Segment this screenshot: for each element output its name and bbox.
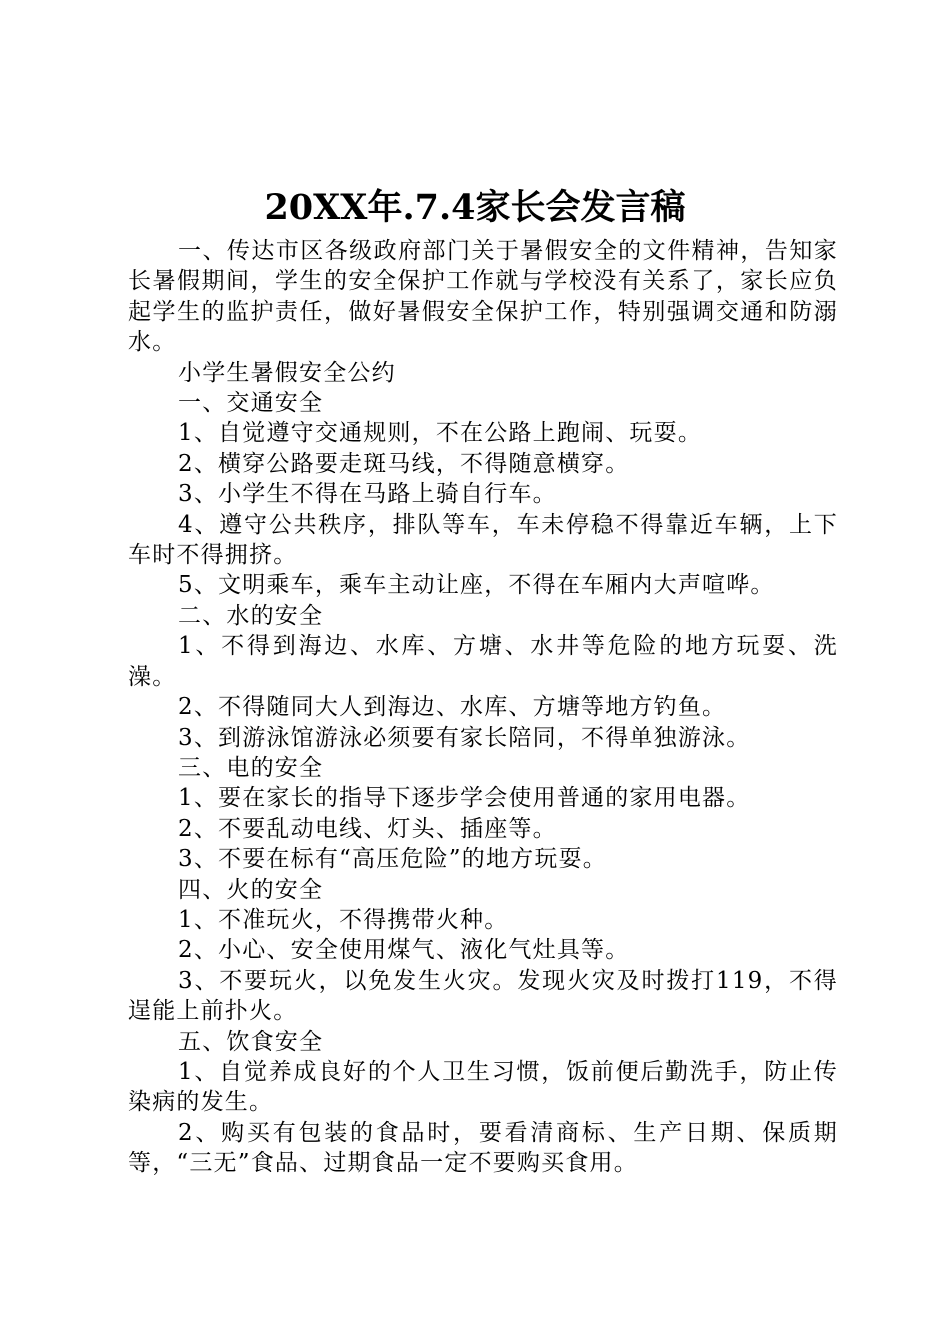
- list-item: 2、横穿公路要走斑马线，不得随意横穿。: [178, 450, 630, 477]
- list-item: 1、不得到海边、水库、方塘、水井等危险的地方玩耍、洗澡。: [128, 633, 838, 690]
- section-heading: 小学生暑假安全公约: [178, 359, 396, 386]
- section-heading: 三、电的安全: [178, 754, 324, 781]
- list-item: 4、遵守公共秩序，排队等车，车未停稳不得靠近车辆，上下车时不得拥挤。: [128, 511, 838, 569]
- section-heading: 五、饮食安全: [178, 1028, 324, 1055]
- list-item: 3、小学生不得在马路上骑自行车。: [178, 481, 557, 508]
- list-item: 2、购买有包装的食品时，要看清商标、生产日期、保质期等，“三无”食品、过期食品一定不要购买食用。: [128, 1119, 838, 1177]
- list-item: 1、不准玩火，不得携带火种。: [178, 906, 509, 933]
- list-item: 2、不得随同大人到海边、水库、方塘等地方钓鱼。: [178, 694, 727, 721]
- list-item: 2、不要乱动电线、灯头、插座等。: [178, 815, 557, 842]
- list-item: 1、要在家长的指导下逐步学会使用普通的家用电器。: [178, 785, 751, 812]
- section-heading: 四、火的安全: [178, 876, 324, 903]
- list-item: 1、自觉养成良好的个人卫生习惯，饭前便后勤洗手，防止传染病的发生。: [128, 1058, 838, 1116]
- list-item: 2、小心、安全使用煤气、液化气灶具等。: [178, 937, 630, 964]
- section-heading: 一、交通安全: [178, 390, 324, 417]
- list-item: 5、文明乘车，乘车主动让座，不得在车厢内大声喧哗。: [178, 572, 775, 599]
- document-title: 20XX年.7.4家长会发言稿: [264, 187, 686, 228]
- paragraph: 一、传达市区各级政府部门关于暑假安全的文件精神，告知家长暑假期间，学生的安全保护工作就与学校没有关系了，家长应负起学生的监护责任，做好暑假安全保护工作，特别强调交通和防溺水。: [128, 238, 838, 356]
- list-item: 1、自觉遵守交通规则，不在公路上跑闹、玩耍。: [178, 420, 703, 447]
- section-heading: 二、水的安全: [178, 602, 324, 629]
- list-item: 3、不要玩火，以免发生火灾。发现火灾及时拨打119，不得逞能上前扑火。: [128, 967, 838, 1025]
- document-body: [128, 236, 838, 1179]
- list-item: 3、不要在标有“高压危险”的地方玩耍。: [178, 846, 607, 873]
- list-item: 3、到游泳馆游泳必须要有家长陪同，不得单独游泳。: [178, 724, 751, 751]
